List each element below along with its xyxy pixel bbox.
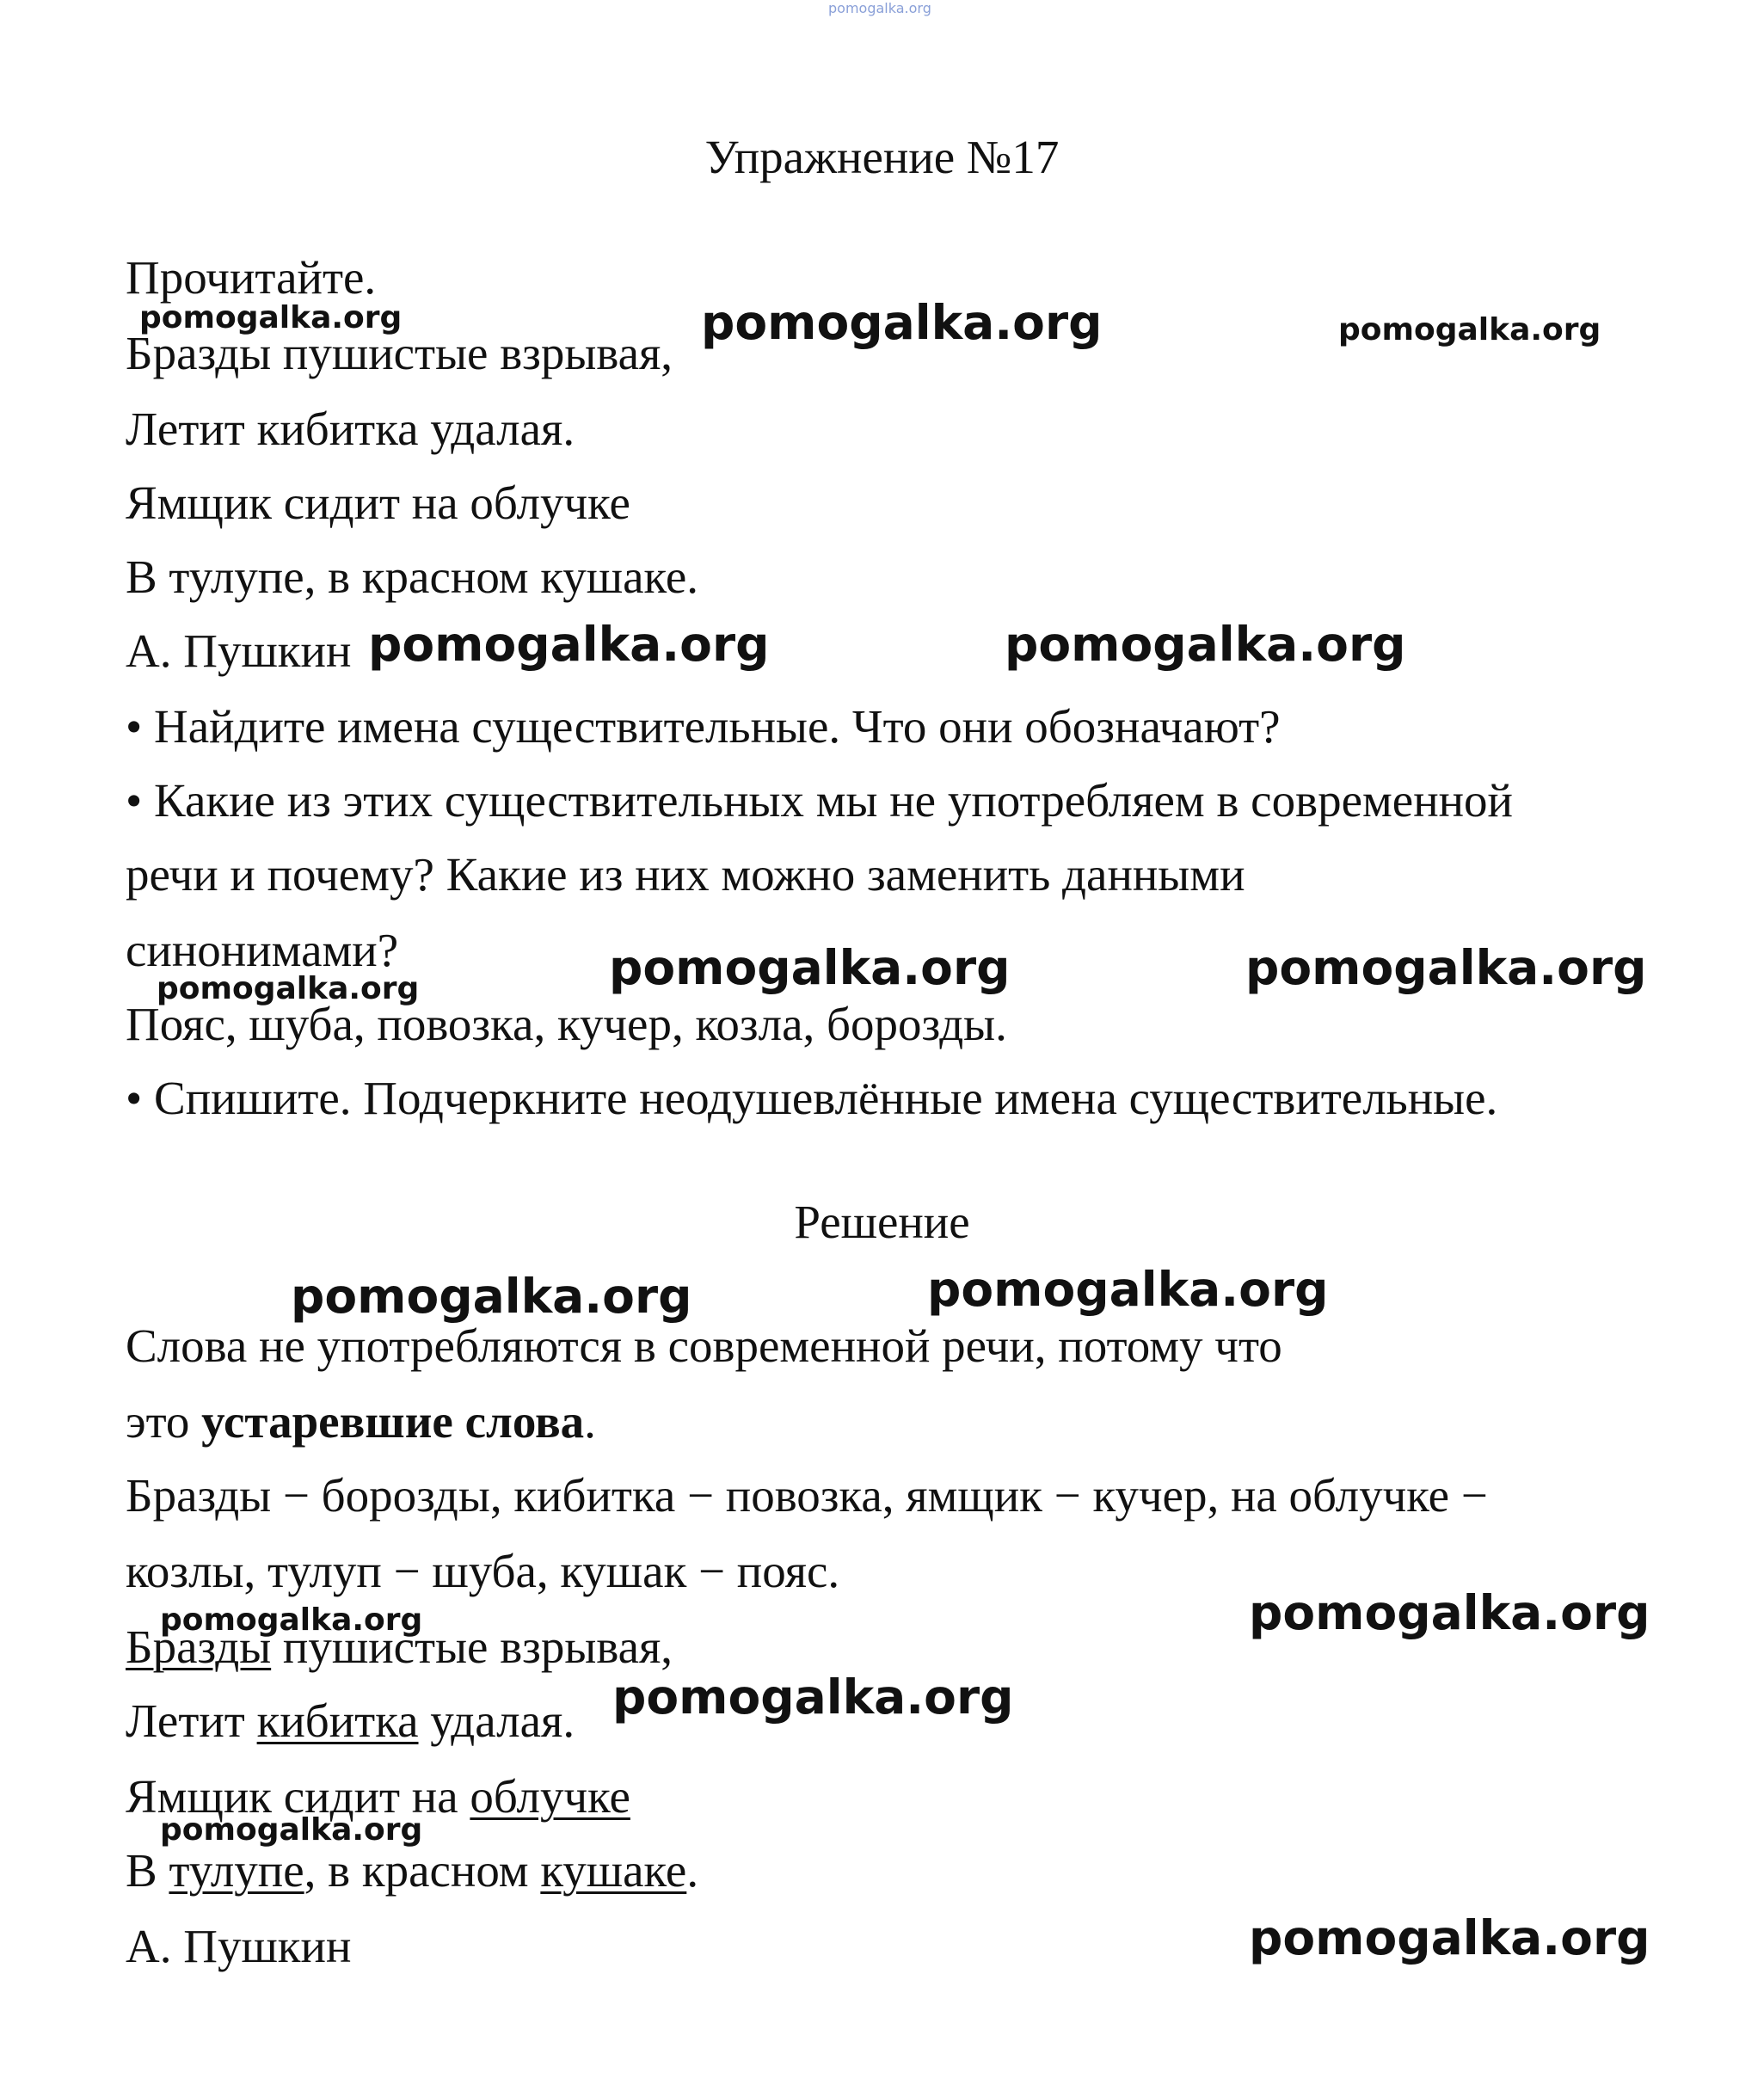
explanation-prefix: это	[126, 1395, 202, 1448]
underlined-word: тулупе	[169, 1844, 304, 1897]
solution-poem-line-2	[126, 1693, 575, 1750]
poem-line-3: Ямщик сидит на облучке	[126, 477, 630, 529]
watermark: pomogalka.org	[1249, 1910, 1650, 1965]
watermark: pomogalka.org	[291, 1269, 692, 1324]
poem-author: А. Пушкин	[126, 624, 352, 677]
poem-text: удалая.	[418, 1694, 575, 1747]
watermark: pomogalka.org	[1005, 617, 1406, 672]
poem-text: .	[686, 1844, 699, 1897]
instruction: Прочитайте.	[126, 251, 377, 304]
watermark: pomogalka.org	[1249, 1585, 1650, 1640]
synonyms-list: Пояс, шуба, повозка, кучер, козла, борозды.	[126, 998, 1007, 1050]
solution-poem-line-4	[126, 1842, 698, 1899]
watermark: pomogalka.org	[139, 300, 403, 335]
poem-text: пушистые взрывая,	[271, 1620, 673, 1673]
top-watermark: pomogalka.org	[828, 0, 931, 16]
explanation-line-1: Слова не употребляются в современной речи, потому что	[126, 1319, 1282, 1372]
watermark: pomogalka.org	[612, 1670, 1014, 1725]
underlined-word: Бразды	[126, 1620, 272, 1673]
question-3: • Спишите. Подчеркните неодушевлённые имена существительные.	[126, 1072, 1498, 1124]
question-2-line-1: • Какие из этих существительных мы не употребляем в современной	[126, 774, 1513, 827]
explanation-bold: устаревшие слова	[201, 1395, 585, 1448]
poem-text: Ямщик сидит на	[126, 1770, 470, 1823]
explanation-suffix: .	[584, 1395, 596, 1448]
explanation-line-2	[126, 1393, 596, 1450]
watermark: pomogalka.org	[609, 940, 1011, 995]
watermark: pomogalka.org	[1245, 940, 1647, 995]
question-2-line-3: синонимами?	[126, 924, 399, 976]
watermark: pomogalka.org	[157, 971, 420, 1006]
poem-line-4: В тулупе, в красном кушаке.	[126, 550, 699, 603]
pairs-line-2: козлы, тулуп − шуба, кушак − пояс.	[126, 1545, 840, 1597]
underlined-word: кушаке	[540, 1844, 687, 1897]
poem-text: Летит	[126, 1694, 257, 1747]
watermark: pomogalka.org	[160, 1602, 423, 1638]
poem-line-1: Бразды пушистые взрывая,	[126, 327, 673, 379]
watermark: pomogalka.org	[368, 617, 770, 672]
solution-author: А. Пушкин	[126, 1920, 352, 1972]
question-1: • Найдите имена существительные. Что они обозначают?	[126, 700, 1281, 753]
watermark: pomogalka.org	[1338, 312, 1601, 347]
watermark: pomogalka.org	[160, 1812, 423, 1848]
underlined-word: облучке	[470, 1770, 630, 1823]
exercise-title: Упражнение №17	[704, 131, 1060, 183]
pairs-line-1: Бразды − борозды, кибитка − повозка, ямщик − кучер, на облучке −	[126, 1469, 1488, 1522]
poem-text: В	[126, 1844, 169, 1897]
solution-heading: Решение	[794, 1196, 970, 1248]
watermark: pomogalka.org	[701, 295, 1103, 350]
question-2-line-2: речи и почему? Какие из них можно заменить данными	[126, 848, 1245, 901]
poem-line-2: Летит кибитка удалая.	[126, 403, 575, 455]
underlined-word: кибитка	[256, 1694, 419, 1747]
poem-text: , в красном	[304, 1844, 541, 1897]
watermark: pomogalka.org	[927, 1262, 1329, 1317]
